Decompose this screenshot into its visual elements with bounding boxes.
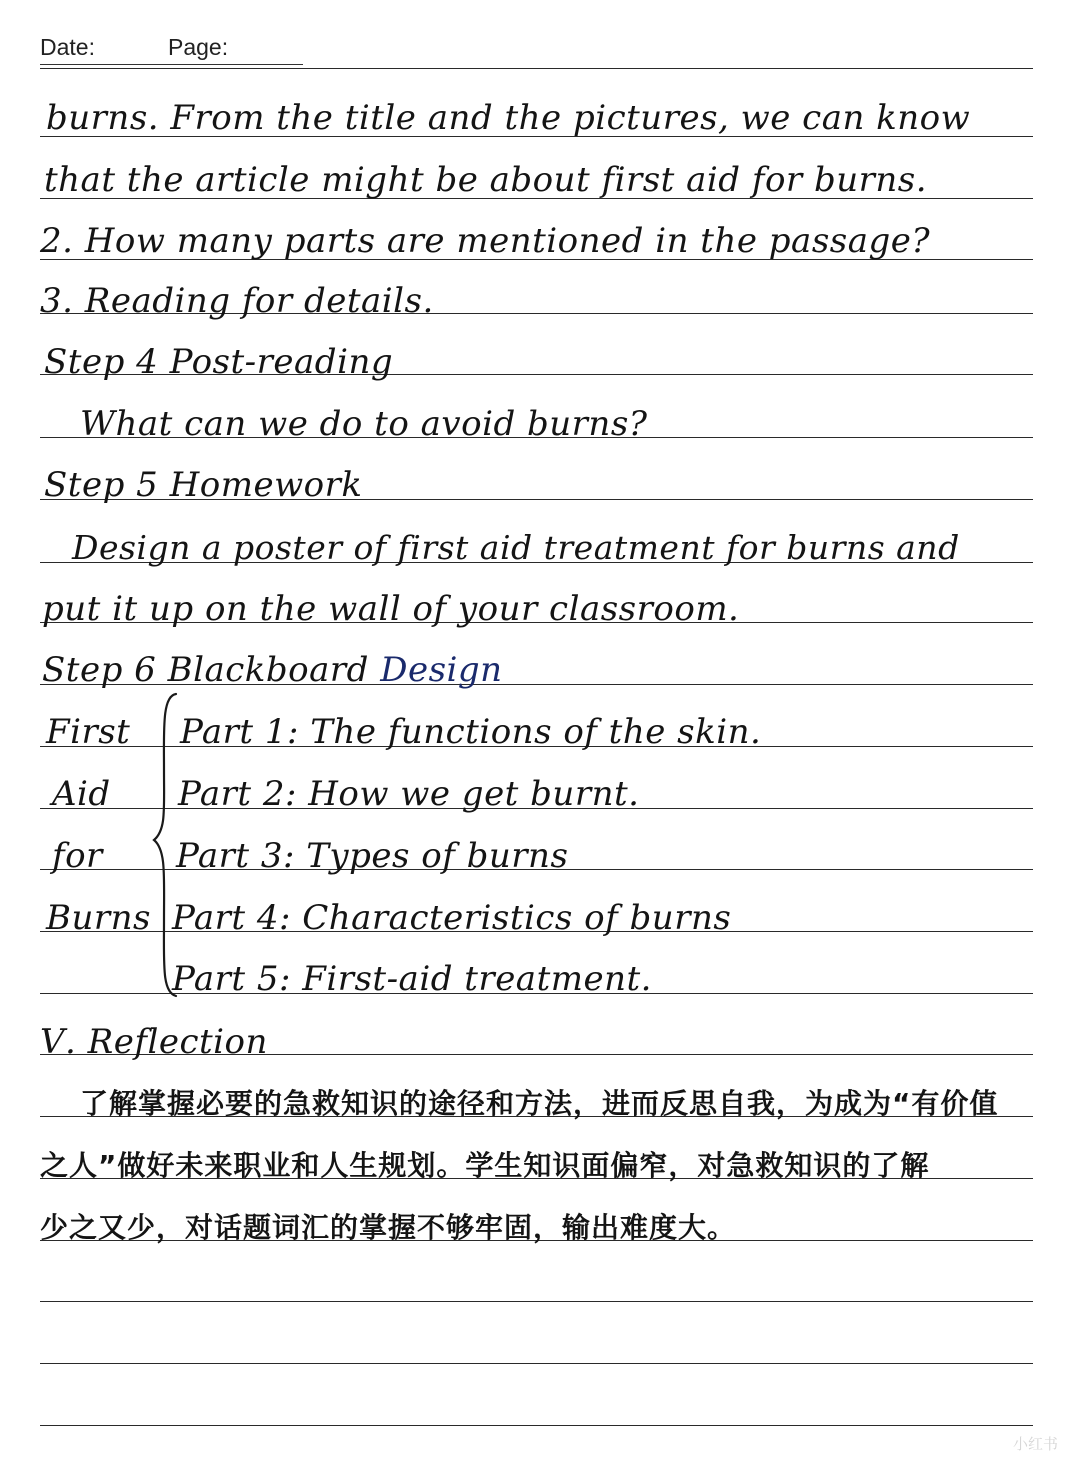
ruled-line (40, 68, 1033, 69)
date-label: Date: (40, 34, 95, 60)
watermark-logo: 小红书 (1012, 1435, 1058, 1453)
blackboard-part: Part 3: Types of burns (176, 836, 569, 876)
text-line-step4: Step 4 Post-reading (44, 342, 394, 382)
blackboard-word: for (52, 836, 103, 876)
blackboard-part: Part 2: How we get burnt. (178, 774, 640, 814)
text-line-question-2: 2. How many parts are mentioned in the passage? (40, 221, 931, 261)
text-line-put-it-up: put it up on the wall of your classroom. (42, 589, 740, 629)
ruled-line (40, 1301, 1033, 1302)
text-line-article-about: that the article might be about first aid for burns. (44, 160, 928, 200)
text-line-design-poster: Design a poster of first aid treatment for burns and (72, 528, 960, 567)
reflection-line: 之人”做好未来职业和人生规划。学生知识面偏窄，对急救知识的了解 (40, 1149, 930, 1182)
header-underline (40, 64, 303, 65)
blackboard-word: Aid (52, 774, 111, 814)
reflection-line: 了解掌握必要的急救知识的途径和方法，进而反思自我，为成为“有价值 (80, 1087, 999, 1120)
text-line-burns-title: burns. From the title and the pictures, we can know (46, 98, 971, 138)
ruled-line (40, 1363, 1033, 1364)
page-label: Page: (168, 34, 229, 60)
text-line-avoid-burns: What can we do to avoid burns? (80, 404, 648, 444)
text-line-step5: Step 5 Homework (44, 465, 363, 505)
reflection-line: 少之又少，对话题词汇的掌握不够牢固，输出难度大。 (40, 1211, 737, 1244)
blackboard-part: Part 5: First-aid treatment. (172, 959, 652, 999)
step6-design-word: Design (380, 650, 503, 690)
text-line-reading-details: 3. Reading for details. (40, 281, 434, 321)
text-line-step6 (42, 650, 503, 690)
step6-label: Step 6 Blackboard (42, 650, 369, 690)
ruled-line (40, 1425, 1033, 1426)
blackboard-part: Part 1: The functions of the skin. (180, 712, 762, 752)
blackboard-word: First (46, 712, 131, 752)
reflection-heading: Ⅴ. Reflection (40, 1022, 268, 1062)
blackboard-word: Burns (46, 898, 151, 938)
blackboard-part: Part 4: Characteristics of burns (172, 898, 732, 938)
